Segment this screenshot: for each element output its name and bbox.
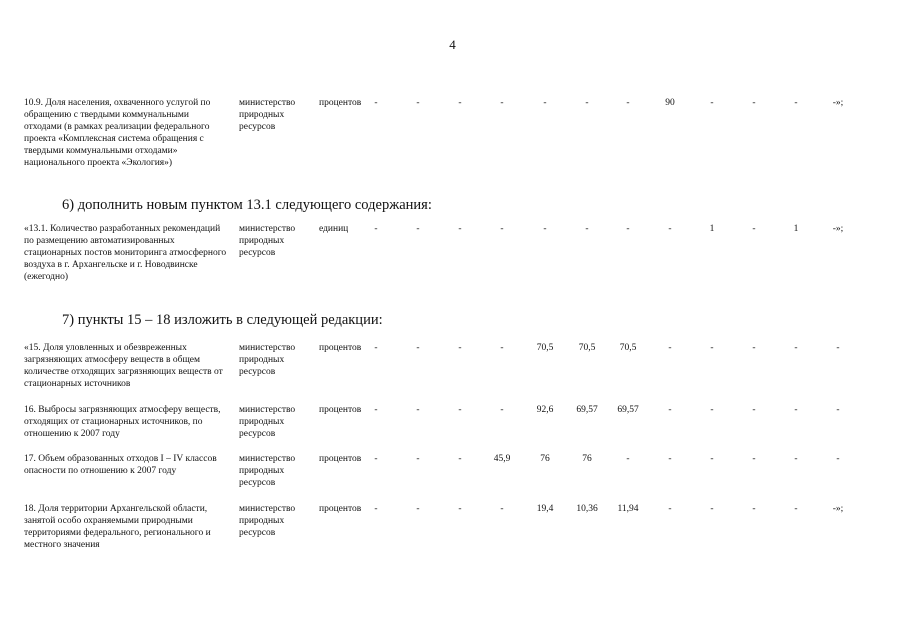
value-cell: 70,5: [578, 343, 596, 353]
value-cell: 1: [793, 224, 799, 234]
unit-of-measure: процентов: [319, 504, 362, 514]
indicator-name: 18. Доля территории Архангельской области, занятой особо охраняемыми природными территориями федерального, регионального и местного значения: [24, 504, 211, 550]
value-cell: 70,5: [619, 343, 637, 353]
responsible-body: министерство природных ресурсов: [239, 504, 296, 538]
value-cell: -: [543, 98, 547, 108]
value-cell: -: [585, 98, 589, 108]
value-cell: -: [416, 504, 420, 514]
value-cell: -: [794, 343, 798, 353]
responsible-body: министерство природных ресурсов: [239, 224, 296, 258]
value-cell: -: [416, 454, 420, 464]
value-cell: -: [794, 454, 798, 464]
value-cell: -: [374, 454, 378, 464]
unit-of-measure: процентов: [319, 98, 362, 108]
value-cell: -: [458, 343, 462, 353]
value-cell: -: [710, 504, 714, 514]
value-cell: -: [668, 224, 672, 234]
value-cell: -: [500, 343, 504, 353]
value-cell: -: [752, 454, 756, 464]
value-cell: -: [668, 343, 672, 353]
value-cell: -: [794, 504, 798, 514]
value-cell: -: [374, 98, 378, 108]
responsible-body: министерство природных ресурсов: [239, 405, 296, 439]
value-cell: -: [752, 224, 756, 234]
value-cell: -: [416, 224, 420, 234]
value-cell: -: [500, 224, 504, 234]
indicator-name: «15. Доля уловленных и обезвреженных загрязняющих атмосферу веществ в общем количестве отходящих загрязняющих веществ от стационарных источников: [24, 343, 223, 389]
value-cell: -: [374, 504, 378, 514]
value-cell: -: [500, 405, 504, 415]
value-cell: -: [710, 454, 714, 464]
indicator-name: «13.1. Количество разработанных рекомендаций по размещению автоматизированных стационарных постов мониторинга атмосферного воздуха в г. Архангельске и г. Новодвинске (ежегодно): [24, 224, 227, 282]
responsible-body: министерство природных ресурсов: [239, 454, 296, 488]
value-cell: 76: [540, 454, 550, 464]
value-cell: -: [710, 98, 714, 108]
value-cell: -: [626, 224, 630, 234]
value-cell: -: [374, 343, 378, 353]
value-cell: -: [794, 405, 798, 415]
value-cell: -: [374, 405, 378, 415]
indicator-name: 10.9. Доля населения, охваченного услугой по обращению с твердыми коммунальными отходами (в рамках реализации федерального проекта «Комплексная система обращения с твердыми коммунальными отходами» национального проекта «Экология»): [24, 98, 211, 168]
value-cell: 45,9: [493, 454, 511, 464]
heading-amendment-6: 6) дополнить новым пунктом 13.1 следующего содержания:: [62, 197, 432, 213]
value-cell: -: [626, 98, 630, 108]
value-cell: 11,94: [617, 504, 639, 514]
value-cell: -: [836, 343, 840, 353]
value-cell: -: [752, 504, 756, 514]
unit-of-measure: процентов: [319, 454, 362, 464]
value-cell: 19,4: [536, 504, 554, 514]
value-cell: -»;: [832, 224, 844, 234]
responsible-body: министерство природных ресурсов: [239, 343, 296, 377]
indicator-name: 16. Выбросы загрязняющих атмосферу веществ, отходящих от стационарных источников, по отношению к 2007 году: [24, 405, 221, 439]
value-cell: -: [458, 504, 462, 514]
value-cell: -: [710, 405, 714, 415]
unit-of-measure: процентов: [319, 343, 362, 353]
value-cell: -: [458, 405, 462, 415]
value-cell: -: [500, 504, 504, 514]
responsible-body: министерство природных ресурсов: [239, 98, 296, 132]
value-cell: -: [416, 405, 420, 415]
value-cell: -: [794, 98, 798, 108]
value-cell: -: [626, 454, 630, 464]
indicator-name: 17. Объем образованных отходов I – IV классов опасности по отношению к 2007 году: [24, 454, 217, 476]
value-cell: 76: [582, 454, 592, 464]
value-cell: 69,57: [576, 405, 598, 415]
value-cell: -: [458, 224, 462, 234]
value-cell: -: [416, 98, 420, 108]
value-cell: -: [585, 224, 589, 234]
value-cell: 10,36: [576, 504, 598, 514]
value-cell: -: [458, 454, 462, 464]
value-cell: -: [836, 405, 840, 415]
value-cell: -: [458, 98, 462, 108]
value-cell: -: [668, 405, 672, 415]
value-cell: -: [752, 343, 756, 353]
value-cell: -»;: [832, 98, 844, 108]
value-cell: -: [543, 224, 547, 234]
value-cell: 90: [665, 98, 675, 108]
value-cell: -: [752, 405, 756, 415]
value-cell: -: [668, 504, 672, 514]
unit-of-measure: единиц: [319, 224, 349, 234]
value-cell: 1: [709, 224, 715, 234]
value-cell: -: [500, 98, 504, 108]
value-cell: -»;: [832, 504, 844, 514]
value-cell: -: [668, 454, 672, 464]
value-cell: -: [752, 98, 756, 108]
value-cell: -: [710, 343, 714, 353]
value-cell: -: [374, 224, 378, 234]
heading-amendment-7: 7) пункты 15 – 18 изложить в следующей редакции:: [62, 312, 383, 328]
value-cell: -: [836, 454, 840, 464]
value-cell: 69,57: [617, 405, 639, 415]
value-cell: 92,6: [536, 405, 554, 415]
value-cell: 70,5: [536, 343, 554, 353]
value-cell: -: [416, 343, 420, 353]
unit-of-measure: процентов: [319, 405, 362, 415]
page-number: 4: [449, 37, 456, 52]
